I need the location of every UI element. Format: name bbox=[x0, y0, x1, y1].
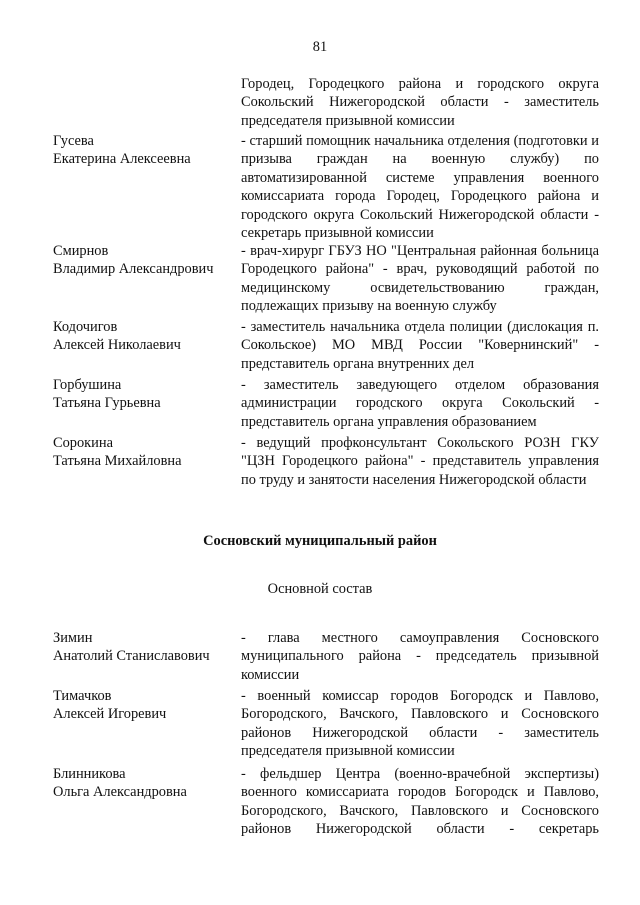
member-role: - военный комиссар городов Богородск и Павлово, Богородского, Вачского, Павловского и Сосновского районов Нижегородской области - заместитель председателя призывной комиссии bbox=[241, 688, 599, 760]
member-given-names: Ольга Александровна bbox=[53, 784, 187, 801]
member-given-names: Екатерина Алексеевна bbox=[53, 151, 191, 168]
member-role: - заместитель заведующего отделом образования администрации городского округа Сокольский - представитель органа управления образованием bbox=[241, 377, 599, 430]
member-given-names: Анатолий Станиславович bbox=[53, 648, 210, 665]
member-role: - фельдшер Центра (военно-врачебной экспертизы) военного комиссариата городов Богородск и Павлово, Богородского, Вачского, Павловского и Сосновского районов Нижегородской области - секретарь bbox=[241, 766, 599, 838]
member-name bbox=[53, 318, 238, 355]
member-given-names: Татьяна Гурьевна bbox=[53, 395, 161, 412]
member-name bbox=[53, 376, 238, 413]
member-role: - заместитель начальника отдела полиции (дислокация п. Сокольское) МО МВД России "Ковернинский" - представитель органа внутренних дел bbox=[241, 319, 599, 372]
member-surname: Кодочигов bbox=[53, 319, 118, 335]
member-name bbox=[53, 687, 238, 724]
member-name bbox=[53, 434, 238, 471]
continuation-text: Городец, Городецкого района и городского округа Сокольский Нижегородской области - заместитель председателя призывной комиссии bbox=[241, 76, 599, 129]
member-given-names: Алексей Игоревич bbox=[53, 706, 167, 723]
member-name bbox=[53, 765, 238, 802]
member-surname: Смирнов bbox=[53, 243, 109, 259]
member-name bbox=[53, 629, 238, 666]
member-role: - старший помощник начальника отделения (подготовки и призыва граждан на военную службу) по автоматизированной системе управления военного комиссариата города Городец, Городецкого района и городского округа Сокольский Нижегородской области - секретарь призывной комиссии bbox=[241, 133, 599, 242]
member-surname: Блинникова bbox=[53, 766, 126, 782]
member-surname: Гусева bbox=[53, 133, 94, 149]
member-role: - глава местного самоуправления Сосновского муниципального района - председатель призывной комиссии bbox=[241, 630, 599, 683]
section-subtitle: Основной состав bbox=[267, 581, 373, 597]
member-surname: Зимин bbox=[53, 630, 93, 646]
member-surname: Сорокина bbox=[53, 435, 113, 451]
member-name bbox=[53, 242, 238, 279]
member-role: - врач-хирург ГБУЗ НО "Центральная районная больница Городецкого района" - врач, руководящий работой по медицинскому освидетельствованию граждан, подлежащих призыву на военную службу bbox=[241, 243, 599, 315]
member-given-names: Татьяна Михайловна bbox=[53, 453, 182, 470]
member-given-names: Алексей Николаевич bbox=[53, 337, 181, 354]
member-role: - ведущий профконсультант Сокольского РОЗН ГКУ "ЦЗН Городецкого района" - представитель управления по труду и занятости населения Нижегородской области bbox=[241, 435, 599, 488]
member-given-names: Владимир Александрович bbox=[53, 261, 214, 278]
member-surname: Горбушина bbox=[53, 377, 122, 393]
member-surname: Тимачков bbox=[53, 688, 112, 704]
member-name bbox=[53, 132, 238, 169]
section-title: Сосновский муниципальный район bbox=[203, 533, 437, 549]
page-number: 81 bbox=[312, 39, 328, 55]
